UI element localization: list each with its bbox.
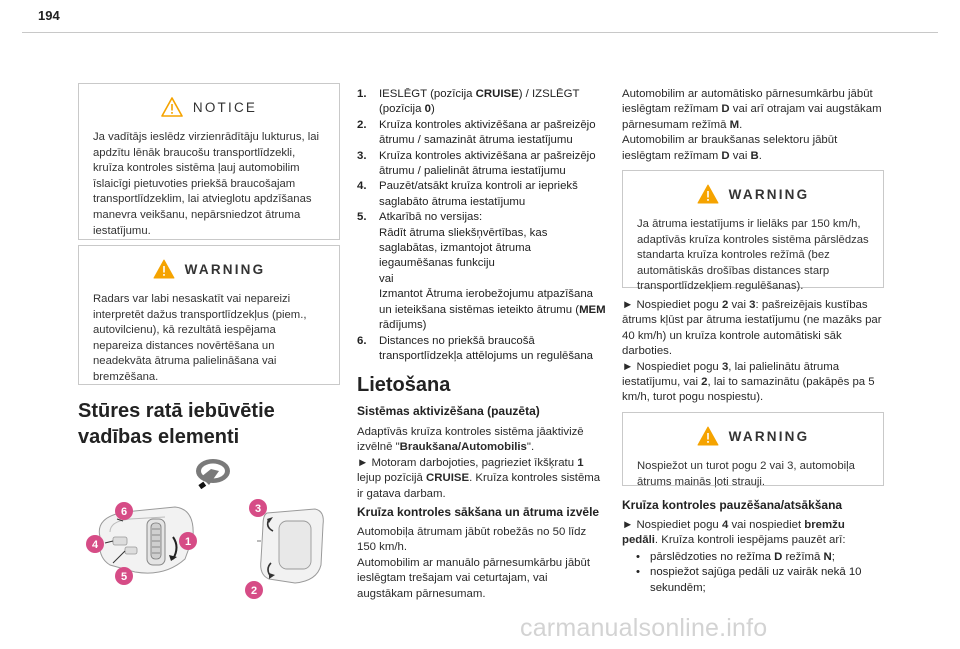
section-heading: Stūres ratā iebūvētie vadības elementi (78, 400, 275, 448)
usage-heading: Lietošana (357, 374, 451, 396)
list-item: 1. IESLĒGT (pozīcija CRUISE) / IZSLĒGT (pozīcija 0) (357, 88, 580, 116)
steering-wheel-icon (193, 455, 233, 489)
warning-title: WARNING (184, 261, 266, 277)
callout-label-5: 5 (120, 571, 128, 583)
list-item: • nospiežot sajūga pedāli uz vairāk nekā 10 sekundēm; (636, 566, 862, 594)
callout-label-3: 3 (254, 503, 262, 515)
callout-label-2: 2 (250, 585, 258, 597)
control-list (357, 87, 607, 364)
list-item: 5. Atkarībā no versijas: Rādīt ātruma sliekšņvērtības, kas saglabātas, izmantojot ātruma iegaumēšanas funkciju vai Izmantot Ātruma ierobežojumu atpazīšana un ieteikšana sistēmas ieteikto ātrumu (MEM rādījums) (357, 211, 606, 332)
list-item: • pārslēdzoties no režīma D režīmā N; (636, 551, 835, 563)
gearbox-paragraph: Automobilim ar automātisko pārnesumkārbu jābūt ieslēgtam režīmam D vai arī otrajam vai augstākam pārnesumam režīmā M. Automobilim ar braukšanas selektoru jābūt ieslēgtam režīmam D vai B. (622, 88, 882, 162)
watermark: carmanualsonline.info (520, 614, 768, 642)
warning-box (622, 412, 884, 486)
start-subheading: Kruīza kontroles sākšana un ātruma izvēle (357, 505, 600, 519)
warning-title: WARNING (728, 186, 810, 202)
warning-triangle-icon (697, 184, 719, 204)
notice-title: NOTICE (192, 99, 258, 115)
list-item: 6. Distances no priekšā braucošā transportlīdzekļa attēlojums un regulēšana (357, 334, 594, 362)
notice-text: Ja vadītājs ieslēdz virzienrādītāju lukturus, lai apdzītu lēnāk braucošu transportlīdzekli, kruīza kontroles sistēma ļauj automobilim īslaicīgi pietuvoties priekšā braucošajam transportlīdzeklim, lai atvieglotu apdzīšanas manevra veikšanu, nepārsniedzot ātruma iestatījumu. (93, 131, 320, 237)
warning-title: WARNING (728, 428, 810, 444)
warning-text: Nospiežot un turot pogu 2 vai 3, automobiļa ātrums mainās ļoti strauji. (637, 460, 855, 488)
warning-box (78, 245, 340, 385)
notice-box (78, 83, 340, 240)
warning-text: Radars var labi nesaskatīt vai nepareizi interpretēt dažus transportlīdzekļus (piem., autovilcienu), kā rezultātā iespējama nepareiza distances novērtēšana un neadekvāta ātruma palielināšana vai bremzēšana. (93, 293, 307, 383)
list-item: 4. Pauzēt/atsākt kruīza kontroli ar iepriekš saglabāto ātruma iestatījumu (357, 180, 578, 208)
callout-badge-3 (248, 498, 268, 518)
activation-paragraph: Adaptīvās kruīza kontroles sistēma jāaktivizē izvēlnē "Braukšana/Automobilis". ► Motoram darbojoties, pagrieziet īkšķratu 1 lejup pozīcijā CRUISE. Kruīza kontroles sistēma ir gatava darbam. (357, 426, 601, 500)
callout-badge-1 (178, 531, 198, 551)
warning-triangle-icon (153, 259, 175, 279)
list-item: 3. Kruīza kontroles aktivizēšana ar pašreizējo ātrumu / palielināt ātruma iestatījumu (357, 149, 596, 178)
callout-label-4: 4 (91, 539, 99, 551)
activation-subheading: Sistēmas aktivizēšana (pauzēta) (357, 404, 540, 418)
buttons-paragraph: ► Nospiediet pogu 2 vai 3: pašreizējais kustības ātrums kļūst par ātruma iestatījumu (ne mazāks par 40 km/h) un kruīza kontrole automātiski sāk darboties. ► Nospiediet pogu 3, lai palielinātu ātruma iestatījumu, vai 2, lai to samazinātu (pakāpēs pa 5 km/h, turot pogu nospiestu). (622, 299, 882, 404)
callout-badge-4 (85, 534, 105, 554)
pause-paragraph: ► Nospiediet pogu 4 vai nospiediet bremžu pedāli. Kruīza kontroli iespējams pauzēt arī: (622, 519, 846, 547)
warning-box (622, 170, 884, 293)
speed-paragraph: Automobiļa ātrumam jābūt robežās no 50 līdz 150 km/h. Automobilim ar manuālo pārnesumkārbu jābūt ieslēgtam trešajam vai ceturtajam, vai augstākam pārnesumam. (357, 526, 590, 600)
callout-label-1: 1 (184, 536, 192, 548)
page-number: 194 (38, 8, 60, 23)
header-rule (22, 32, 938, 33)
pause-bullets (636, 550, 876, 596)
callout-badge-2 (244, 580, 264, 600)
warning-triangle-icon (697, 426, 719, 446)
pause-subheading: Kruīza kontroles pauzēšana/atsākšana (622, 498, 843, 512)
callout-badge-6 (114, 501, 134, 521)
warning-triangle-icon (161, 97, 183, 117)
callout-badge-5 (114, 566, 134, 586)
list-item: 2. Kruīza kontroles aktivizēšana ar pašreizējo ātrumu / samazināt ātruma iestatījumu (357, 118, 596, 147)
callout-label-6: 6 (120, 506, 128, 518)
warning-text: Ja ātruma iestatījums ir lielāks par 150 km/h, adaptīvās kruīza kontroles sistēma pārslēdzas standarta kruīza kontroles režīmā (bez automātiskās drošības distances starp transportlīdzekļiem regulēšanas). (637, 218, 869, 293)
